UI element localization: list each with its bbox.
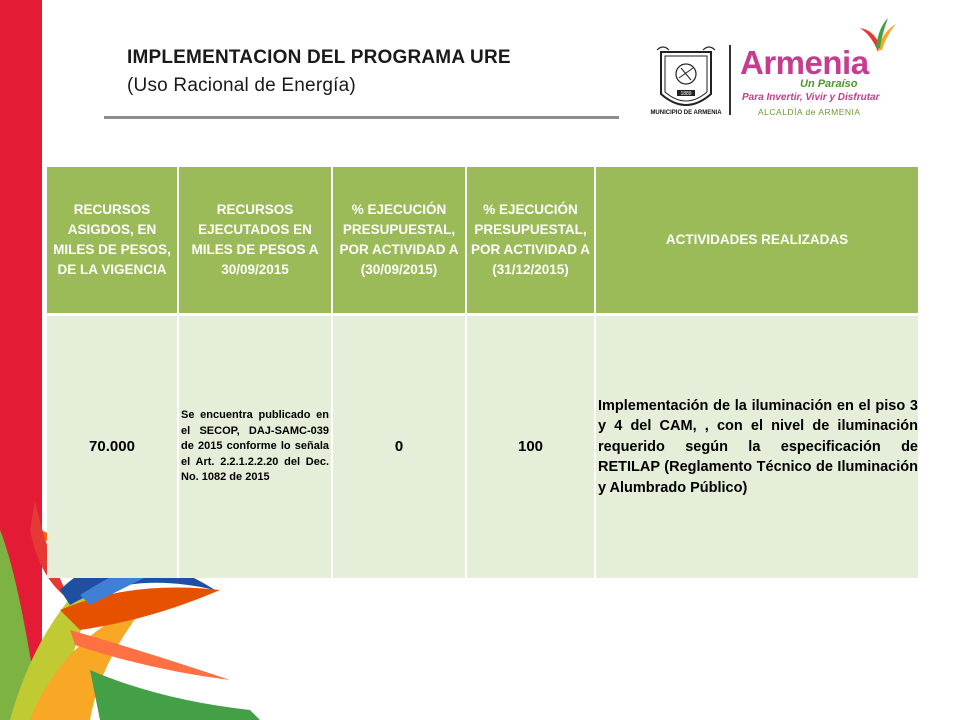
header-ejecucion-30-09: % EJECUCIÓN PRESUPUESTAL, POR ACTIVIDAD A (30/09/2015) xyxy=(332,167,466,314)
header-ejecucion-31-12: % EJECUCIÓN PRESUPUESTAL, POR ACTIVIDAD A (31/12/2015) xyxy=(466,167,595,314)
title-underline-divider xyxy=(104,116,619,119)
brand-flower-icon xyxy=(858,18,898,52)
header-recursos-asignados: RECURSOS ASIGDOS, EN MILES DE PESOS, DE LA VIGENCIA xyxy=(47,167,178,314)
seal-year: 1889 xyxy=(680,91,692,97)
page-title: IMPLEMENTACION DEL PROGRAMA URE xyxy=(127,47,511,68)
brand-office: ALCALDÍA de ARMENIA xyxy=(758,107,861,117)
brand-name: Armenia xyxy=(740,44,869,81)
seal-caption: MUNICIPIO DE ARMENIA xyxy=(650,110,722,116)
cell-actividades: Implementación de la iluminación en el piso 3 y 4 del CAM, , con el nivel de iluminación requerido según la especificación de RETILAP (Reglamento Técnico de Iluminación y Alumbrado Público) xyxy=(595,314,919,578)
ure-budget-table xyxy=(47,167,920,578)
logo-divider xyxy=(729,45,731,115)
cell-recursos-asignados: 70.000 xyxy=(47,314,178,578)
header-recursos-ejecutados: RECURSOS EJECUTADOS EN MILES DE PESOS A 30/09/2015 xyxy=(178,167,332,314)
brand-slogan: Para Invertir, Vivir y Disfrutar xyxy=(742,92,880,103)
header-actividades: ACTIVIDADES REALIZADAS xyxy=(595,167,919,314)
cell-ejecucion-30-09: 0 xyxy=(332,314,466,578)
table-row xyxy=(47,314,919,578)
page-subtitle: (Uso Racional de Energía) xyxy=(127,75,356,96)
municipal-seal-logo xyxy=(655,44,717,120)
cell-recursos-ejecutados: Se encuentra publicado en el SECOP, DAJ-SAMC-039 de 2015 conforme lo señala el Art. 2.2.1.2.2.20 del Dec. No. 1082 de 2015 xyxy=(178,314,332,578)
cell-ejecucion-31-12: 100 xyxy=(466,314,595,578)
brand-tagline: Un Paraíso xyxy=(800,78,858,90)
armenia-brand-logo xyxy=(740,40,900,120)
